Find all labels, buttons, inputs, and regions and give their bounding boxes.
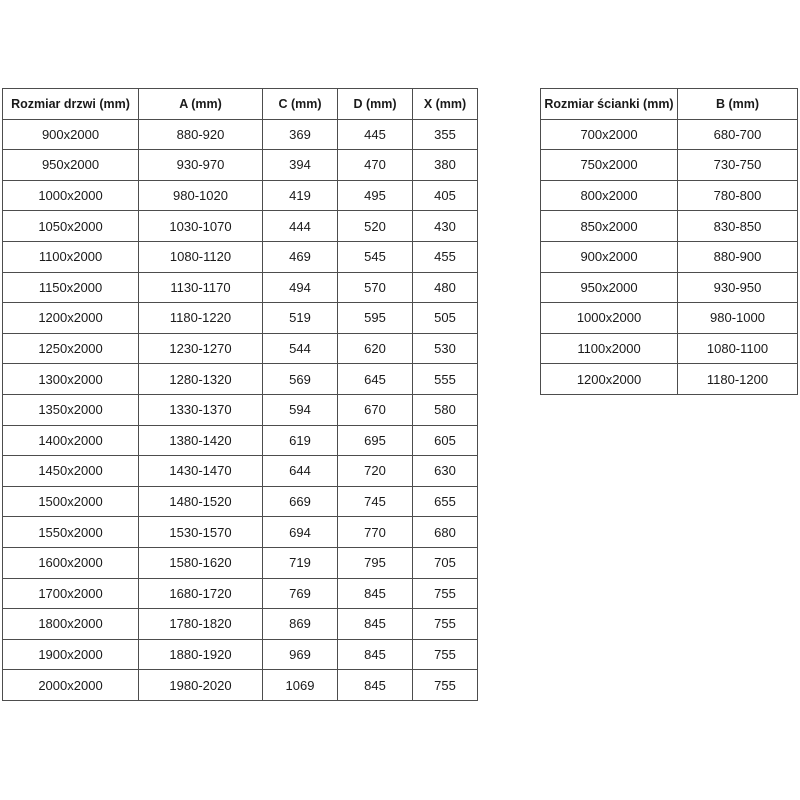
table-cell: 545: [338, 241, 413, 272]
table-cell: 570: [338, 272, 413, 303]
table-cell: 544: [263, 333, 338, 364]
table-cell: 369: [263, 119, 338, 150]
table-cell: 1100x2000: [541, 333, 678, 364]
table-row: [3, 119, 478, 150]
table-row: [541, 364, 798, 395]
table-cell: 1800x2000: [3, 609, 139, 640]
table-cell: 770: [338, 517, 413, 548]
walls-table-body: [541, 119, 798, 394]
table-cell: 1780-1820: [139, 609, 263, 640]
table-row: [541, 303, 798, 334]
column-header: A (mm): [139, 89, 263, 120]
table-cell: 494: [263, 272, 338, 303]
table-cell: 1430-1470: [139, 456, 263, 487]
table-row: [541, 150, 798, 181]
table-cell: 1480-1520: [139, 486, 263, 517]
table-cell: 1000x2000: [3, 180, 139, 211]
table-cell: 1130-1170: [139, 272, 263, 303]
table-cell: 830-850: [678, 211, 798, 242]
table-cell: 1000x2000: [541, 303, 678, 334]
table-cell: 530: [413, 333, 478, 364]
table-cell: 845: [338, 639, 413, 670]
table-cell: 900x2000: [3, 119, 139, 150]
table-cell: 670: [338, 394, 413, 425]
walls-table-header: [541, 89, 798, 120]
table-cell: 595: [338, 303, 413, 334]
table-cell: 800x2000: [541, 180, 678, 211]
table-row: [3, 303, 478, 334]
table-row: [3, 241, 478, 272]
column-header: D (mm): [338, 89, 413, 120]
table-cell: 419: [263, 180, 338, 211]
table-cell: 755: [413, 578, 478, 609]
column-header: X (mm): [413, 89, 478, 120]
table-cell: 569: [263, 364, 338, 395]
table-cell: 445: [338, 119, 413, 150]
table-cell: 1080-1120: [139, 241, 263, 272]
table-cell: 1580-1620: [139, 547, 263, 578]
table-cell: 495: [338, 180, 413, 211]
table-cell: 605: [413, 425, 478, 456]
column-header: Rozmiar ścianki (mm): [541, 89, 678, 120]
table-cell: 845: [338, 670, 413, 701]
table-cell: 680-700: [678, 119, 798, 150]
table-cell: 719: [263, 547, 338, 578]
table-cell: 1600x2000: [3, 547, 139, 578]
table-cell: 869: [263, 609, 338, 640]
table-cell: 1900x2000: [3, 639, 139, 670]
table-cell: 1550x2000: [3, 517, 139, 548]
table-cell: 470: [338, 150, 413, 181]
table-cell: 1530-1570: [139, 517, 263, 548]
table-cell: 694: [263, 517, 338, 548]
table-row: [3, 272, 478, 303]
table-cell: 900x2000: [541, 241, 678, 272]
table-cell: 1200x2000: [541, 364, 678, 395]
table-cell: 620: [338, 333, 413, 364]
table-row: [3, 670, 478, 701]
table-cell: 644: [263, 456, 338, 487]
table-row: [541, 119, 798, 150]
table-cell: 755: [413, 670, 478, 701]
table-cell: 1230-1270: [139, 333, 263, 364]
table-cell: 769: [263, 578, 338, 609]
table-row: [541, 241, 798, 272]
table-cell: 700x2000: [541, 119, 678, 150]
table-cell: 455: [413, 241, 478, 272]
table-cell: 619: [263, 425, 338, 456]
table-cell: 680: [413, 517, 478, 548]
column-header: C (mm): [263, 89, 338, 120]
table-row: [3, 425, 478, 456]
table-cell: 980-1000: [678, 303, 798, 334]
table-row: [3, 547, 478, 578]
table-cell: 1050x2000: [3, 211, 139, 242]
table-row: [3, 333, 478, 364]
table-cell: 1680-1720: [139, 578, 263, 609]
table-row: [3, 486, 478, 517]
table-cell: 1980-2020: [139, 670, 263, 701]
table-cell: 705: [413, 547, 478, 578]
table-cell: 1450x2000: [3, 456, 139, 487]
header-row: [541, 89, 798, 120]
doors-table-header: [3, 89, 478, 120]
table-cell: 720: [338, 456, 413, 487]
table-cell: 755: [413, 609, 478, 640]
table-cell: 755: [413, 639, 478, 670]
table-cell: 405: [413, 180, 478, 211]
table-row: [541, 180, 798, 211]
table-cell: 695: [338, 425, 413, 456]
table-cell: 880-920: [139, 119, 263, 150]
table-cell: 1280-1320: [139, 364, 263, 395]
table-cell: 669: [263, 486, 338, 517]
table-cell: 480: [413, 272, 478, 303]
table-row: [3, 517, 478, 548]
table-cell: 1180-1220: [139, 303, 263, 334]
table-row: [3, 609, 478, 640]
table-cell: 845: [338, 609, 413, 640]
table-cell: 950x2000: [541, 272, 678, 303]
table-cell: 444: [263, 211, 338, 242]
table-cell: 355: [413, 119, 478, 150]
column-header: B (mm): [678, 89, 798, 120]
table-row: [541, 333, 798, 364]
table-cell: 1180-1200: [678, 364, 798, 395]
table-row: [3, 364, 478, 395]
table-cell: 850x2000: [541, 211, 678, 242]
table-cell: 655: [413, 486, 478, 517]
table-cell: 630: [413, 456, 478, 487]
wall-sizes-table: [540, 88, 798, 395]
table-cell: 730-750: [678, 150, 798, 181]
table-cell: 795: [338, 547, 413, 578]
header-row: [3, 89, 478, 120]
table-cell: 1300x2000: [3, 364, 139, 395]
table-cell: 1150x2000: [3, 272, 139, 303]
table-cell: 555: [413, 364, 478, 395]
table-row: [3, 456, 478, 487]
table-cell: 394: [263, 150, 338, 181]
table-row: [3, 180, 478, 211]
table-cell: 880-900: [678, 241, 798, 272]
table-cell: 1250x2000: [3, 333, 139, 364]
table-cell: 380: [413, 150, 478, 181]
table-cell: 1100x2000: [3, 241, 139, 272]
table-cell: 745: [338, 486, 413, 517]
table-cell: 1700x2000: [3, 578, 139, 609]
table-cell: 505: [413, 303, 478, 334]
table-cell: 1500x2000: [3, 486, 139, 517]
table-cell: 780-800: [678, 180, 798, 211]
table-row: [541, 272, 798, 303]
table-cell: 645: [338, 364, 413, 395]
table-cell: 950x2000: [3, 150, 139, 181]
table-cell: 1380-1420: [139, 425, 263, 456]
table-cell: 1069: [263, 670, 338, 701]
table-row: [541, 211, 798, 242]
table-cell: 1350x2000: [3, 394, 139, 425]
table-cell: 580: [413, 394, 478, 425]
doors-table-body: [3, 119, 478, 700]
table-row: [3, 639, 478, 670]
table-cell: 980-1020: [139, 180, 263, 211]
table-cell: 845: [338, 578, 413, 609]
table-cell: 750x2000: [541, 150, 678, 181]
table-row: [3, 150, 478, 181]
table-row: [3, 394, 478, 425]
table-cell: 969: [263, 639, 338, 670]
table-cell: 520: [338, 211, 413, 242]
column-header: Rozmiar drzwi (mm): [3, 89, 139, 120]
table-cell: 519: [263, 303, 338, 334]
table-cell: 930-950: [678, 272, 798, 303]
table-cell: 594: [263, 394, 338, 425]
table-cell: 430: [413, 211, 478, 242]
table-row: [3, 211, 478, 242]
table-cell: 1080-1100: [678, 333, 798, 364]
door-sizes-table: [2, 88, 478, 701]
table-cell: 1200x2000: [3, 303, 139, 334]
table-cell: 1030-1070: [139, 211, 263, 242]
table-cell: 469: [263, 241, 338, 272]
table-cell: 1400x2000: [3, 425, 139, 456]
table-cell: 1880-1920: [139, 639, 263, 670]
table-cell: 930-970: [139, 150, 263, 181]
table-row: [3, 578, 478, 609]
table-cell: 1330-1370: [139, 394, 263, 425]
table-cell: 2000x2000: [3, 670, 139, 701]
